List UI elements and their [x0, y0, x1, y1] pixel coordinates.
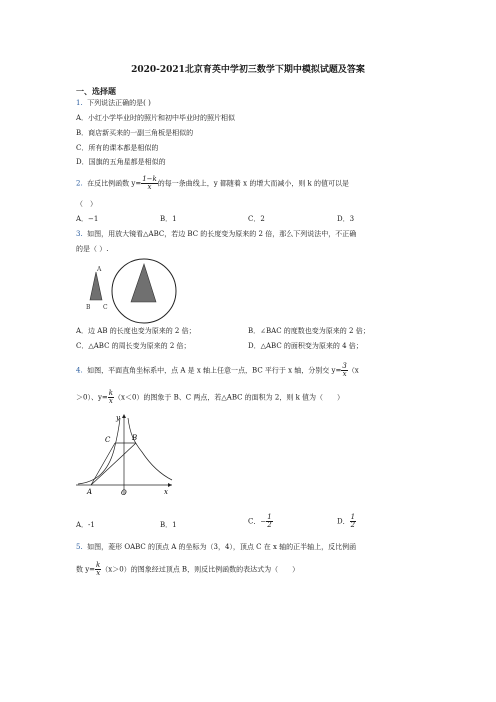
q2-option-b: B．1 [160, 215, 177, 223]
q4-option-c: C．− $\frac{1}{2}$ [248, 513, 272, 529]
large-triangle [131, 264, 156, 302]
q2-option-d: D．3 [337, 215, 355, 223]
q1-option-d: D．国旗的五角星都是相似的 [76, 158, 166, 166]
q3-option-c: C．△ABC 的周长变为原来的 2 倍； [76, 342, 191, 350]
q4-line1: 4. 如图，平面直角坐标系中，点 A 是 x 轴上任意一点，BC 平行于 x 轴，分别交 y= $\frac{3}{x}$ （x [76, 362, 359, 378]
label-c-small: C [103, 304, 108, 311]
q4-graph [76, 412, 176, 498]
axis-label-x: x [164, 488, 168, 496]
q2-option-a: A．−1 [76, 215, 99, 223]
q1-option-b: B．商店新买来的一副三角板是相似的 [76, 129, 194, 137]
q5-fraction: $\frac{k}{x}$ [96, 561, 101, 577]
q4-fraction-3x: $\frac{3}{x}$ [342, 362, 347, 378]
q2-number: 2. [76, 179, 83, 188]
q1-option-a: A．小红小学毕业时的照片和初中毕业时的照片相似 [76, 114, 236, 122]
section-heading: 一、选择题 [76, 86, 116, 96]
q3-line1: 3. 如图，用放大镜看△ABC，若边 BC 的长度变为原来的 2 倍，那么下列说法中，不正确 [76, 230, 357, 238]
q4-option-d: D． $\frac{1}{2}$ [337, 513, 356, 529]
q2-option-c: C．2 [248, 215, 265, 223]
q5-line1: 5. 如图，菱形 OABC 的顶点 A 的坐标为（3，4），顶点 C 在 x 轴的正半轴上，反比例函 [76, 543, 357, 551]
small-triangle [90, 272, 102, 300]
q5-line2: 数 y= $\frac{k}{x}$ （x＞0）的图象经过顶点 B，则反比例函数的表达式为（ ） [76, 561, 300, 577]
q4-line2: ＞0）、y= $\frac{k}{x}$ （x＜0）的图象于 B、C 两点，若△ABC 的面积为 2，则 k 值为（ ） [76, 389, 345, 405]
q4-fraction-kx: $\frac{k}{x}$ [108, 389, 114, 405]
q2-fraction: $\frac{1-k}{x}$ [142, 175, 157, 191]
origin-label: O [121, 489, 127, 497]
axis-label-y: y [116, 414, 120, 422]
point-c-label: C [105, 436, 111, 444]
q2-paren: （ ） [76, 200, 97, 208]
q1-option-c: C．所有的课本都是相似的 [76, 144, 159, 152]
q4-option-a: A．-1 [76, 521, 95, 529]
q2-post: 的每一条曲线上，y 都随着 x 的增大而减小，则 k 的值可以是 [157, 179, 350, 188]
q1-stem: 下列说法正确的是( ) [87, 99, 151, 107]
q3-line2: 的是（ ）. [76, 245, 109, 253]
q3-option-d: D．△ABC 的面积变为原来的 4 倍； [248, 342, 363, 350]
point-a-label: A [87, 488, 93, 496]
q1-number: 1. 下列说法正确的是( ) [76, 99, 151, 107]
q4-option-b: B．1 [160, 521, 177, 529]
magnifier-figure [84, 258, 196, 324]
q4-option-d-fraction: $\frac{1}{2}$ [350, 513, 356, 529]
document-title: 2020-2021北京育英中学初三数学下期中模拟试题及答案 [131, 65, 365, 75]
q3-option-a: A．边 AB 的长度也变为原来的 2 倍； [76, 327, 196, 335]
label-b-small: B [86, 304, 91, 311]
point-b-label: B [132, 434, 138, 442]
q4-option-c-fraction: $\frac{1}{2}$ [267, 513, 272, 529]
label-a-small: A [97, 266, 102, 273]
q2-stem [76, 176, 349, 191]
q3-option-b: B．∠BAC 的度数也变为原来的 2 倍； [248, 327, 370, 335]
q2-pre: 在反比例函数 y= [87, 179, 142, 188]
